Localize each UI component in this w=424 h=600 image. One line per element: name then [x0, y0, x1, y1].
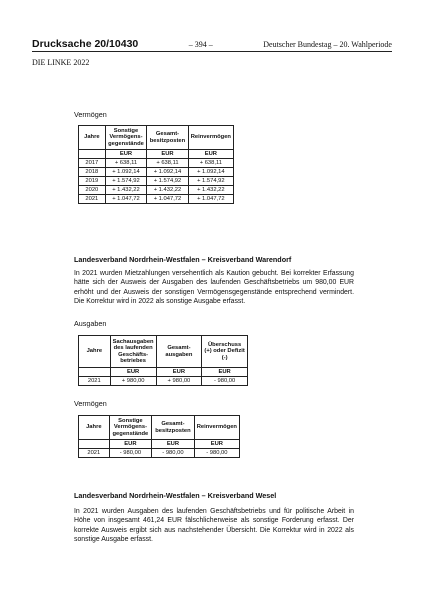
col-header: Jahre	[79, 416, 110, 440]
value-cell: + 638,11	[188, 159, 233, 168]
unit-cell: EUR	[156, 368, 202, 377]
unit-cell: EUR	[110, 368, 156, 377]
value-cell: + 980,00	[156, 377, 202, 386]
report-subtitle: DIE LINKE 2022	[32, 58, 90, 67]
value-cell: + 1.432,22	[105, 186, 147, 195]
col-header: Reinvermögen	[188, 126, 233, 150]
unit-cell	[79, 368, 111, 377]
value-cell: + 1.574,92	[188, 177, 233, 186]
unit-cell: EUR	[109, 440, 152, 449]
col-header: Gesamt-besitzposten	[147, 126, 188, 150]
year-cell: 2021	[79, 449, 110, 458]
col-header: Sachausgaben des laufenden Geschäfts-betriebes	[110, 336, 156, 368]
value-cell: + 1.432,22	[188, 186, 233, 195]
year-cell: 2017	[79, 159, 106, 168]
paragraph-wesel: In 2021 wurden Ausgaben des laufenden Geschäftsbetriebs und für politische Arbeit in Höhe von insgesamt 461,24 EUR fälschlicherweise als sonstige Forderung erfasst. Der korrekte Ausweis ergibt sich aus nachstehender Übersicht. Die Korrektur wird in 2022 als sonstige Ausgabe erfasst.	[74, 508, 354, 543]
table-row	[79, 195, 234, 204]
year-cell: 2019	[79, 177, 106, 186]
unit-row	[79, 440, 240, 449]
table-row	[79, 168, 234, 177]
unit-cell: EUR	[188, 150, 233, 159]
value-cell: - 980,00	[194, 449, 239, 458]
value-cell: + 1.574,92	[147, 177, 188, 186]
value-cell: + 1.092,14	[188, 168, 233, 177]
ausgaben-label: Ausgaben	[74, 319, 107, 328]
table-row	[79, 377, 248, 386]
unit-row	[79, 368, 248, 377]
unit-cell: EUR	[105, 150, 147, 159]
header-divider	[32, 51, 392, 52]
value-cell: - 980,00	[202, 377, 248, 386]
table-row	[79, 449, 240, 458]
page-number: – 394 –	[188, 40, 213, 49]
vermoegen-label-1: Vermögen	[74, 110, 107, 119]
value-cell: + 1.092,14	[147, 168, 188, 177]
table-row	[79, 186, 234, 195]
unit-cell: EUR	[194, 440, 239, 449]
unit-cell: EUR	[152, 440, 195, 449]
year-cell: 2021	[79, 377, 111, 386]
col-header: Sonstige Vermögens-gegenstände	[105, 126, 147, 150]
year-cell: 2020	[79, 186, 106, 195]
page-header	[32, 38, 392, 50]
value-cell: - 980,00	[152, 449, 195, 458]
document-number: Drucksache 20/10430	[32, 38, 139, 50]
unit-cell: EUR	[202, 368, 248, 377]
value-cell: + 1.092,14	[105, 168, 147, 177]
value-cell: + 980,00	[110, 377, 156, 386]
year-cell: 2021	[79, 195, 106, 204]
year-cell: 2018	[79, 168, 106, 177]
value-cell: + 1.432,22	[147, 186, 188, 195]
value-cell: + 1.574,92	[105, 177, 147, 186]
vermoegen-label-2: Vermögen	[74, 399, 107, 408]
section-heading-wesel: Landesverband Nordrhein-Westfalen – Kreisverband Wesel	[74, 491, 277, 500]
paragraph-warendorf: In 2021 wurden Mietzahlungen versehentlich als Kaution gebucht. Bei korrekter Erfassung hätte sich der Ausweis der Ausgaben des laufenden Geschäftsbetriebs um 980,00 EUR erhöht und der Ausweis der sonstigen Vermögensgegenstände entsprechend vermindert. Die Korrektur wird in 2022 als sonstige Ausgabe erfasst.	[74, 270, 354, 305]
col-header: Gesamt-besitzposten	[152, 416, 195, 440]
value-cell: + 1.047,72	[105, 195, 147, 204]
table-row	[79, 159, 234, 168]
col-header: Reinvermögen	[194, 416, 239, 440]
value-cell: + 638,11	[147, 159, 188, 168]
unit-cell	[79, 440, 110, 449]
col-header: Jahre	[79, 336, 111, 368]
col-header: Gesamt-ausgaben	[156, 336, 202, 368]
table-row	[79, 177, 234, 186]
value-cell: + 1.047,72	[147, 195, 188, 204]
vermoegen-table-1	[78, 125, 234, 204]
ausgaben-table	[78, 335, 248, 386]
unit-cell: EUR	[147, 150, 188, 159]
parliament-label: Deutscher Bundestag – 20. Wahlperiode	[263, 40, 392, 49]
unit-cell	[79, 150, 106, 159]
unit-row	[79, 150, 234, 159]
col-header: Jahre	[79, 126, 106, 150]
section-heading-warendorf: Landesverband Nordrhein-Westfalen – Kreisverband Warendorf	[74, 255, 292, 264]
value-cell: + 638,11	[105, 159, 147, 168]
col-header: Überschuss (+) oder Defizit (-)	[202, 336, 248, 368]
value-cell: + 1.047,72	[188, 195, 233, 204]
value-cell: - 980,00	[109, 449, 152, 458]
vermoegen-table-2	[78, 415, 240, 458]
col-header: Sonstige Vermögens-gegenstände	[109, 416, 152, 440]
